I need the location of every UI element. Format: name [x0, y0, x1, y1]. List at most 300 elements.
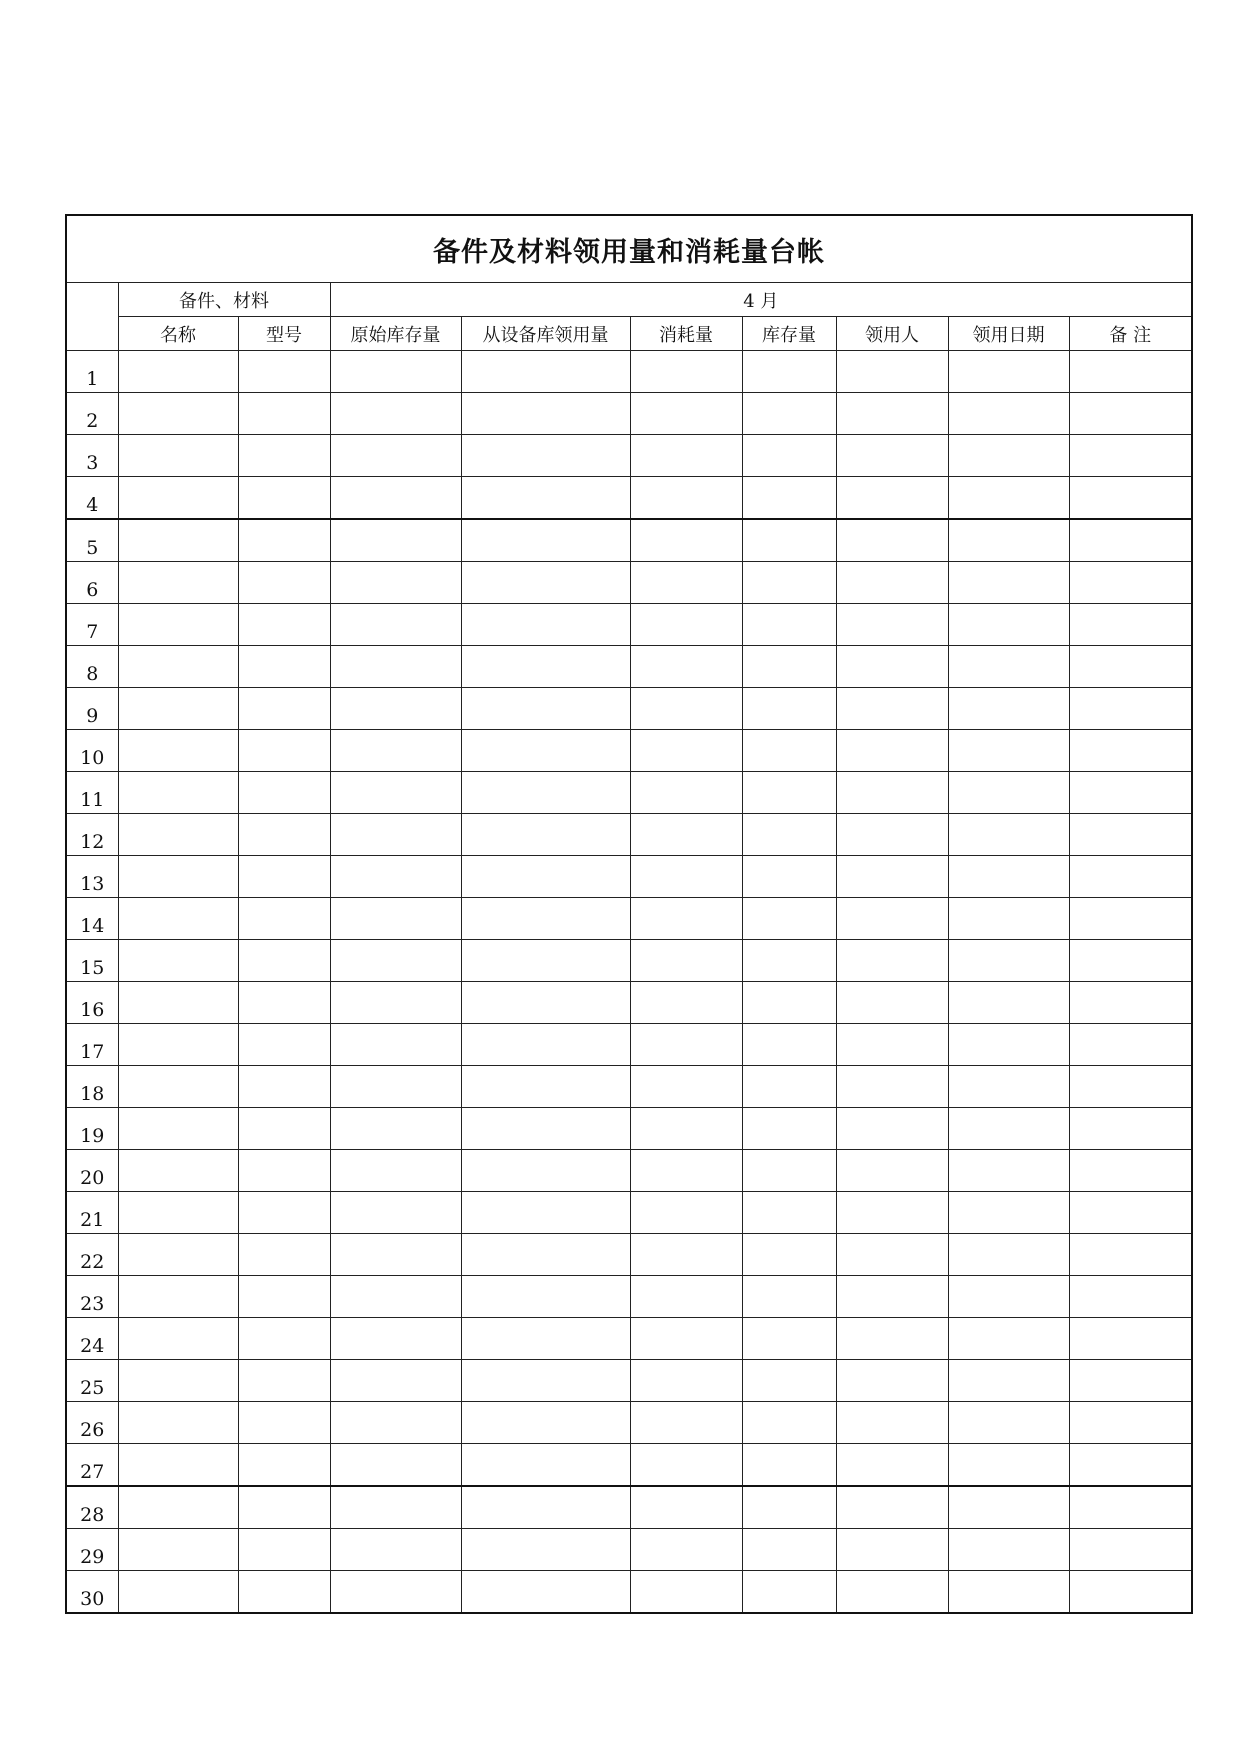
cell-received-from-warehouse[interactable]: [461, 1529, 630, 1571]
cell-received-from-warehouse[interactable]: [461, 688, 630, 730]
cell-model[interactable]: [238, 604, 330, 646]
cell-received-from-warehouse[interactable]: [461, 1150, 630, 1192]
cell-remarks[interactable]: [1069, 1192, 1192, 1234]
column-header-consumption: 消耗量: [630, 317, 742, 351]
cell-recipient[interactable]: [836, 646, 948, 688]
cell-consumption[interactable]: [630, 898, 742, 940]
row-number: 7: [66, 604, 118, 646]
cell-consumption[interactable]: [630, 477, 742, 520]
cell-model[interactable]: [238, 688, 330, 730]
cell-remarks[interactable]: [1069, 351, 1192, 393]
cell-remarks[interactable]: [1069, 562, 1192, 604]
cell-received-from-warehouse[interactable]: [461, 1066, 630, 1108]
cell-original-stock[interactable]: [330, 1318, 461, 1360]
cell-model[interactable]: [238, 1318, 330, 1360]
cell-stock[interactable]: [742, 1529, 836, 1571]
cell-remarks[interactable]: [1069, 1486, 1192, 1529]
table-row: [66, 604, 1192, 646]
cell-receive-date[interactable]: [948, 1024, 1069, 1066]
table-row: [66, 772, 1192, 814]
cell-model[interactable]: [238, 1529, 330, 1571]
cell-consumption[interactable]: [630, 1150, 742, 1192]
cell-original-stock[interactable]: [330, 1529, 461, 1571]
cell-received-from-warehouse[interactable]: [461, 1486, 630, 1529]
cell-receive-date[interactable]: [948, 1192, 1069, 1234]
cell-recipient[interactable]: [836, 1192, 948, 1234]
cell-received-from-warehouse[interactable]: [461, 435, 630, 477]
cell-consumption[interactable]: [630, 393, 742, 435]
cell-recipient[interactable]: [836, 1360, 948, 1402]
cell-consumption[interactable]: [630, 856, 742, 898]
cell-receive-date[interactable]: [948, 1066, 1069, 1108]
cell-model[interactable]: [238, 1486, 330, 1529]
cell-name[interactable]: [118, 1486, 238, 1529]
cell-original-stock[interactable]: [330, 1444, 461, 1487]
cell-receive-date[interactable]: [948, 898, 1069, 940]
cell-received-from-warehouse[interactable]: [461, 393, 630, 435]
cell-name[interactable]: [118, 351, 238, 393]
cell-recipient[interactable]: [836, 562, 948, 604]
cell-recipient[interactable]: [836, 898, 948, 940]
cell-model[interactable]: [238, 1444, 330, 1487]
cell-model[interactable]: [238, 1360, 330, 1402]
cell-stock[interactable]: [742, 1571, 836, 1614]
cell-name[interactable]: [118, 940, 238, 982]
cell-remarks[interactable]: [1069, 1066, 1192, 1108]
cell-name[interactable]: [118, 604, 238, 646]
cell-stock[interactable]: [742, 604, 836, 646]
cell-recipient[interactable]: [836, 982, 948, 1024]
cell-original-stock[interactable]: [330, 982, 461, 1024]
cell-receive-date[interactable]: [948, 1234, 1069, 1276]
cell-receive-date[interactable]: [948, 1360, 1069, 1402]
cell-received-from-warehouse[interactable]: [461, 1360, 630, 1402]
cell-original-stock[interactable]: [330, 1360, 461, 1402]
row-index-header: [66, 283, 118, 351]
row-number: 25: [66, 1360, 118, 1402]
cell-recipient[interactable]: [836, 772, 948, 814]
cell-received-from-warehouse[interactable]: [461, 646, 630, 688]
cell-consumption[interactable]: [630, 982, 742, 1024]
cell-consumption[interactable]: [630, 1529, 742, 1571]
cell-consumption[interactable]: [630, 1402, 742, 1444]
cell-consumption[interactable]: [630, 1318, 742, 1360]
row-number: 24: [66, 1318, 118, 1360]
cell-receive-date[interactable]: [948, 1150, 1069, 1192]
cell-recipient[interactable]: [836, 435, 948, 477]
cell-recipient[interactable]: [836, 1444, 948, 1487]
cell-received-from-warehouse[interactable]: [461, 982, 630, 1024]
cell-stock[interactable]: [742, 519, 836, 562]
cell-remarks[interactable]: [1069, 1318, 1192, 1360]
row-number: 17: [66, 1024, 118, 1066]
cell-consumption[interactable]: [630, 1486, 742, 1529]
cell-remarks[interactable]: [1069, 1108, 1192, 1150]
cell-recipient[interactable]: [836, 1066, 948, 1108]
cell-recipient[interactable]: [836, 1150, 948, 1192]
table-row: [66, 435, 1192, 477]
cell-recipient[interactable]: [836, 1234, 948, 1276]
cell-recipient[interactable]: [836, 1108, 948, 1150]
cell-receive-date[interactable]: [948, 393, 1069, 435]
cell-received-from-warehouse[interactable]: [461, 1234, 630, 1276]
cell-remarks[interactable]: [1069, 1150, 1192, 1192]
cell-received-from-warehouse[interactable]: [461, 562, 630, 604]
cell-recipient[interactable]: [836, 1571, 948, 1614]
cell-original-stock[interactable]: [330, 477, 461, 520]
cell-recipient[interactable]: [836, 604, 948, 646]
cell-original-stock[interactable]: [330, 393, 461, 435]
cell-consumption[interactable]: [630, 604, 742, 646]
cell-consumption[interactable]: [630, 1192, 742, 1234]
cell-remarks[interactable]: [1069, 772, 1192, 814]
cell-original-stock[interactable]: [330, 1402, 461, 1444]
cell-stock[interactable]: [742, 1150, 836, 1192]
cell-original-stock[interactable]: [330, 898, 461, 940]
cell-received-from-warehouse[interactable]: [461, 519, 630, 562]
cell-name[interactable]: [118, 562, 238, 604]
cell-received-from-warehouse[interactable]: [461, 940, 630, 982]
cell-receive-date[interactable]: [948, 562, 1069, 604]
cell-consumption[interactable]: [630, 1234, 742, 1276]
cell-received-from-warehouse[interactable]: [461, 1318, 630, 1360]
cell-remarks[interactable]: [1069, 688, 1192, 730]
cell-original-stock[interactable]: [330, 1150, 461, 1192]
row-number: 15: [66, 940, 118, 982]
cell-stock[interactable]: [742, 772, 836, 814]
cell-received-from-warehouse[interactable]: [461, 477, 630, 520]
cell-name[interactable]: [118, 814, 238, 856]
cell-model[interactable]: [238, 393, 330, 435]
cell-consumption[interactable]: [630, 940, 742, 982]
cell-consumption[interactable]: [630, 519, 742, 562]
cell-original-stock[interactable]: [330, 519, 461, 562]
row-number: 5: [66, 519, 118, 562]
cell-name[interactable]: [118, 982, 238, 1024]
cell-stock[interactable]: [742, 646, 836, 688]
cell-model[interactable]: [238, 730, 330, 772]
cell-remarks[interactable]: [1069, 1571, 1192, 1614]
cell-stock[interactable]: [742, 351, 836, 393]
cell-received-from-warehouse[interactable]: [461, 1024, 630, 1066]
cell-receive-date[interactable]: [948, 1402, 1069, 1444]
cell-receive-date[interactable]: [948, 1529, 1069, 1571]
cell-consumption[interactable]: [630, 1360, 742, 1402]
cell-received-from-warehouse[interactable]: [461, 604, 630, 646]
cell-stock[interactable]: [742, 982, 836, 1024]
cell-remarks[interactable]: [1069, 435, 1192, 477]
cell-stock[interactable]: [742, 435, 836, 477]
cell-consumption[interactable]: [630, 1066, 742, 1108]
cell-stock[interactable]: [742, 1276, 836, 1318]
cell-original-stock[interactable]: [330, 856, 461, 898]
cell-original-stock[interactable]: [330, 772, 461, 814]
cell-stock[interactable]: [742, 1486, 836, 1529]
cell-name[interactable]: [118, 1444, 238, 1487]
cell-original-stock[interactable]: [330, 814, 461, 856]
cell-remarks[interactable]: [1069, 982, 1192, 1024]
cell-name[interactable]: [118, 477, 238, 520]
cell-remarks[interactable]: [1069, 1529, 1192, 1571]
cell-recipient[interactable]: [836, 351, 948, 393]
cell-receive-date[interactable]: [948, 688, 1069, 730]
cell-name[interactable]: [118, 856, 238, 898]
cell-original-stock[interactable]: [330, 1108, 461, 1150]
cell-stock[interactable]: [742, 688, 836, 730]
cell-model[interactable]: [238, 982, 330, 1024]
cell-name[interactable]: [118, 1192, 238, 1234]
column-header-remarks: 备 注: [1069, 317, 1192, 351]
cell-receive-date[interactable]: [948, 1444, 1069, 1487]
cell-receive-date[interactable]: [948, 1571, 1069, 1614]
cell-name[interactable]: [118, 1318, 238, 1360]
cell-consumption[interactable]: [630, 646, 742, 688]
cell-model[interactable]: [238, 1024, 330, 1066]
cell-remarks[interactable]: [1069, 898, 1192, 940]
cell-model[interactable]: [238, 519, 330, 562]
cell-remarks[interactable]: [1069, 1024, 1192, 1066]
cell-model[interactable]: [238, 898, 330, 940]
table-row: [66, 1402, 1192, 1444]
cell-model[interactable]: [238, 940, 330, 982]
cell-remarks[interactable]: [1069, 1234, 1192, 1276]
cell-consumption[interactable]: [630, 730, 742, 772]
cell-stock[interactable]: [742, 1444, 836, 1487]
cell-model[interactable]: [238, 562, 330, 604]
cell-name[interactable]: [118, 1276, 238, 1318]
table-row: [66, 519, 1192, 562]
cell-receive-date[interactable]: [948, 604, 1069, 646]
cell-received-from-warehouse[interactable]: [461, 814, 630, 856]
cell-recipient[interactable]: [836, 688, 948, 730]
cell-receive-date[interactable]: [948, 730, 1069, 772]
cell-consumption[interactable]: [630, 351, 742, 393]
cell-receive-date[interactable]: [948, 772, 1069, 814]
cell-model[interactable]: [238, 814, 330, 856]
table-row: [66, 688, 1192, 730]
cell-recipient[interactable]: [836, 1402, 948, 1444]
cell-original-stock[interactable]: [330, 351, 461, 393]
cell-model[interactable]: [238, 435, 330, 477]
cell-model[interactable]: [238, 646, 330, 688]
cell-consumption[interactable]: [630, 562, 742, 604]
cell-consumption[interactable]: [630, 814, 742, 856]
cell-consumption[interactable]: [630, 1571, 742, 1614]
cell-received-from-warehouse[interactable]: [461, 1571, 630, 1614]
table-row: [66, 1486, 1192, 1529]
cell-stock[interactable]: [742, 1108, 836, 1150]
cell-original-stock[interactable]: [330, 1066, 461, 1108]
cell-model[interactable]: [238, 1192, 330, 1234]
cell-model[interactable]: [238, 351, 330, 393]
cell-model[interactable]: [238, 1150, 330, 1192]
cell-model[interactable]: [238, 1571, 330, 1614]
cell-original-stock[interactable]: [330, 435, 461, 477]
cell-remarks[interactable]: [1069, 730, 1192, 772]
cell-name[interactable]: [118, 898, 238, 940]
cell-remarks[interactable]: [1069, 940, 1192, 982]
cell-stock[interactable]: [742, 1234, 836, 1276]
cell-recipient[interactable]: [836, 730, 948, 772]
cell-received-from-warehouse[interactable]: [461, 351, 630, 393]
table-row: [66, 730, 1192, 772]
cell-remarks[interactable]: [1069, 519, 1192, 562]
cell-receive-date[interactable]: [948, 435, 1069, 477]
cell-received-from-warehouse[interactable]: [461, 856, 630, 898]
cell-recipient[interactable]: [836, 1276, 948, 1318]
cell-name[interactable]: [118, 1571, 238, 1614]
cell-original-stock[interactable]: [330, 688, 461, 730]
column-header-row: [66, 317, 1192, 351]
table-row: [66, 1529, 1192, 1571]
cell-receive-date[interactable]: [948, 477, 1069, 520]
cell-stock[interactable]: [742, 1192, 836, 1234]
cell-receive-date[interactable]: [948, 1318, 1069, 1360]
cell-received-from-warehouse[interactable]: [461, 1444, 630, 1487]
cell-received-from-warehouse[interactable]: [461, 1108, 630, 1150]
cell-received-from-warehouse[interactable]: [461, 1276, 630, 1318]
cell-stock[interactable]: [742, 898, 836, 940]
cell-receive-date[interactable]: [948, 1276, 1069, 1318]
cell-receive-date[interactable]: [948, 940, 1069, 982]
cell-original-stock[interactable]: [330, 562, 461, 604]
cell-original-stock[interactable]: [330, 1571, 461, 1614]
cell-remarks[interactable]: [1069, 1444, 1192, 1487]
cell-name[interactable]: [118, 1150, 238, 1192]
cell-name[interactable]: [118, 1360, 238, 1402]
cell-model[interactable]: [238, 856, 330, 898]
cell-model[interactable]: [238, 1066, 330, 1108]
cell-name[interactable]: [118, 519, 238, 562]
cell-original-stock[interactable]: [330, 1192, 461, 1234]
cell-stock[interactable]: [742, 856, 836, 898]
cell-name[interactable]: [118, 1529, 238, 1571]
cell-name[interactable]: [118, 1234, 238, 1276]
cell-receive-date[interactable]: [948, 814, 1069, 856]
cell-consumption[interactable]: [630, 435, 742, 477]
cell-remarks[interactable]: [1069, 1360, 1192, 1402]
cell-recipient[interactable]: [836, 477, 948, 520]
cell-name[interactable]: [118, 393, 238, 435]
cell-name[interactable]: [118, 1108, 238, 1150]
cell-remarks[interactable]: [1069, 814, 1192, 856]
cell-recipient[interactable]: [836, 393, 948, 435]
cell-original-stock[interactable]: [330, 1234, 461, 1276]
cell-stock[interactable]: [742, 1024, 836, 1066]
cell-receive-date[interactable]: [948, 646, 1069, 688]
cell-stock[interactable]: [742, 393, 836, 435]
cell-consumption[interactable]: [630, 1024, 742, 1066]
cell-original-stock[interactable]: [330, 730, 461, 772]
cell-stock[interactable]: [742, 814, 836, 856]
row-number: 26: [66, 1402, 118, 1444]
cell-remarks[interactable]: [1069, 393, 1192, 435]
cell-stock[interactable]: [742, 1402, 836, 1444]
cell-consumption[interactable]: [630, 1276, 742, 1318]
cell-consumption[interactable]: [630, 688, 742, 730]
cell-consumption[interactable]: [630, 772, 742, 814]
cell-original-stock[interactable]: [330, 1486, 461, 1529]
cell-remarks[interactable]: [1069, 856, 1192, 898]
cell-stock[interactable]: [742, 730, 836, 772]
cell-receive-date[interactable]: [948, 856, 1069, 898]
cell-original-stock[interactable]: [330, 940, 461, 982]
cell-original-stock[interactable]: [330, 1024, 461, 1066]
cell-name[interactable]: [118, 1024, 238, 1066]
cell-recipient[interactable]: [836, 1486, 948, 1529]
cell-name[interactable]: [118, 730, 238, 772]
cell-model[interactable]: [238, 1108, 330, 1150]
cell-model[interactable]: [238, 1402, 330, 1444]
cell-model[interactable]: [238, 1276, 330, 1318]
cell-receive-date[interactable]: [948, 982, 1069, 1024]
row-number: 18: [66, 1066, 118, 1108]
cell-received-from-warehouse[interactable]: [461, 1402, 630, 1444]
cell-recipient[interactable]: [836, 519, 948, 562]
row-number: 4: [66, 477, 118, 520]
cell-recipient[interactable]: [836, 856, 948, 898]
cell-received-from-warehouse[interactable]: [461, 730, 630, 772]
cell-recipient[interactable]: [836, 1024, 948, 1066]
cell-stock[interactable]: [742, 1360, 836, 1402]
cell-stock[interactable]: [742, 940, 836, 982]
cell-name[interactable]: [118, 688, 238, 730]
cell-name[interactable]: [118, 646, 238, 688]
column-header-name: 名称: [118, 317, 238, 351]
cell-receive-date[interactable]: [948, 1486, 1069, 1529]
cell-receive-date[interactable]: [948, 1108, 1069, 1150]
cell-receive-date[interactable]: [948, 519, 1069, 562]
cell-received-from-warehouse[interactable]: [461, 1192, 630, 1234]
cell-name[interactable]: [118, 772, 238, 814]
cell-model[interactable]: [238, 1234, 330, 1276]
cell-stock[interactable]: [742, 562, 836, 604]
cell-name[interactable]: [118, 1066, 238, 1108]
cell-received-from-warehouse[interactable]: [461, 898, 630, 940]
row-number: 9: [66, 688, 118, 730]
cell-recipient[interactable]: [836, 1529, 948, 1571]
cell-remarks[interactable]: [1069, 604, 1192, 646]
cell-received-from-warehouse[interactable]: [461, 772, 630, 814]
column-header-stock: 库存量: [742, 317, 836, 351]
cell-remarks[interactable]: [1069, 646, 1192, 688]
cell-original-stock[interactable]: [330, 1276, 461, 1318]
cell-recipient[interactable]: [836, 1318, 948, 1360]
cell-name[interactable]: [118, 1402, 238, 1444]
cell-model[interactable]: [238, 772, 330, 814]
cell-recipient[interactable]: [836, 814, 948, 856]
cell-stock[interactable]: [742, 1066, 836, 1108]
cell-original-stock[interactable]: [330, 646, 461, 688]
cell-remarks[interactable]: [1069, 1402, 1192, 1444]
cell-model[interactable]: [238, 477, 330, 520]
cell-stock[interactable]: [742, 477, 836, 520]
column-header-original-stock: 原始库存量: [330, 317, 461, 351]
cell-receive-date[interactable]: [948, 351, 1069, 393]
cell-stock[interactable]: [742, 1318, 836, 1360]
row-number: 28: [66, 1486, 118, 1529]
cell-consumption[interactable]: [630, 1108, 742, 1150]
cell-consumption[interactable]: [630, 1444, 742, 1487]
table-row: [66, 1276, 1192, 1318]
cell-name[interactable]: [118, 435, 238, 477]
table-row: [66, 646, 1192, 688]
cell-original-stock[interactable]: [330, 604, 461, 646]
table-row: [66, 393, 1192, 435]
cell-remarks[interactable]: [1069, 477, 1192, 520]
cell-recipient[interactable]: [836, 940, 948, 982]
cell-remarks[interactable]: [1069, 1276, 1192, 1318]
